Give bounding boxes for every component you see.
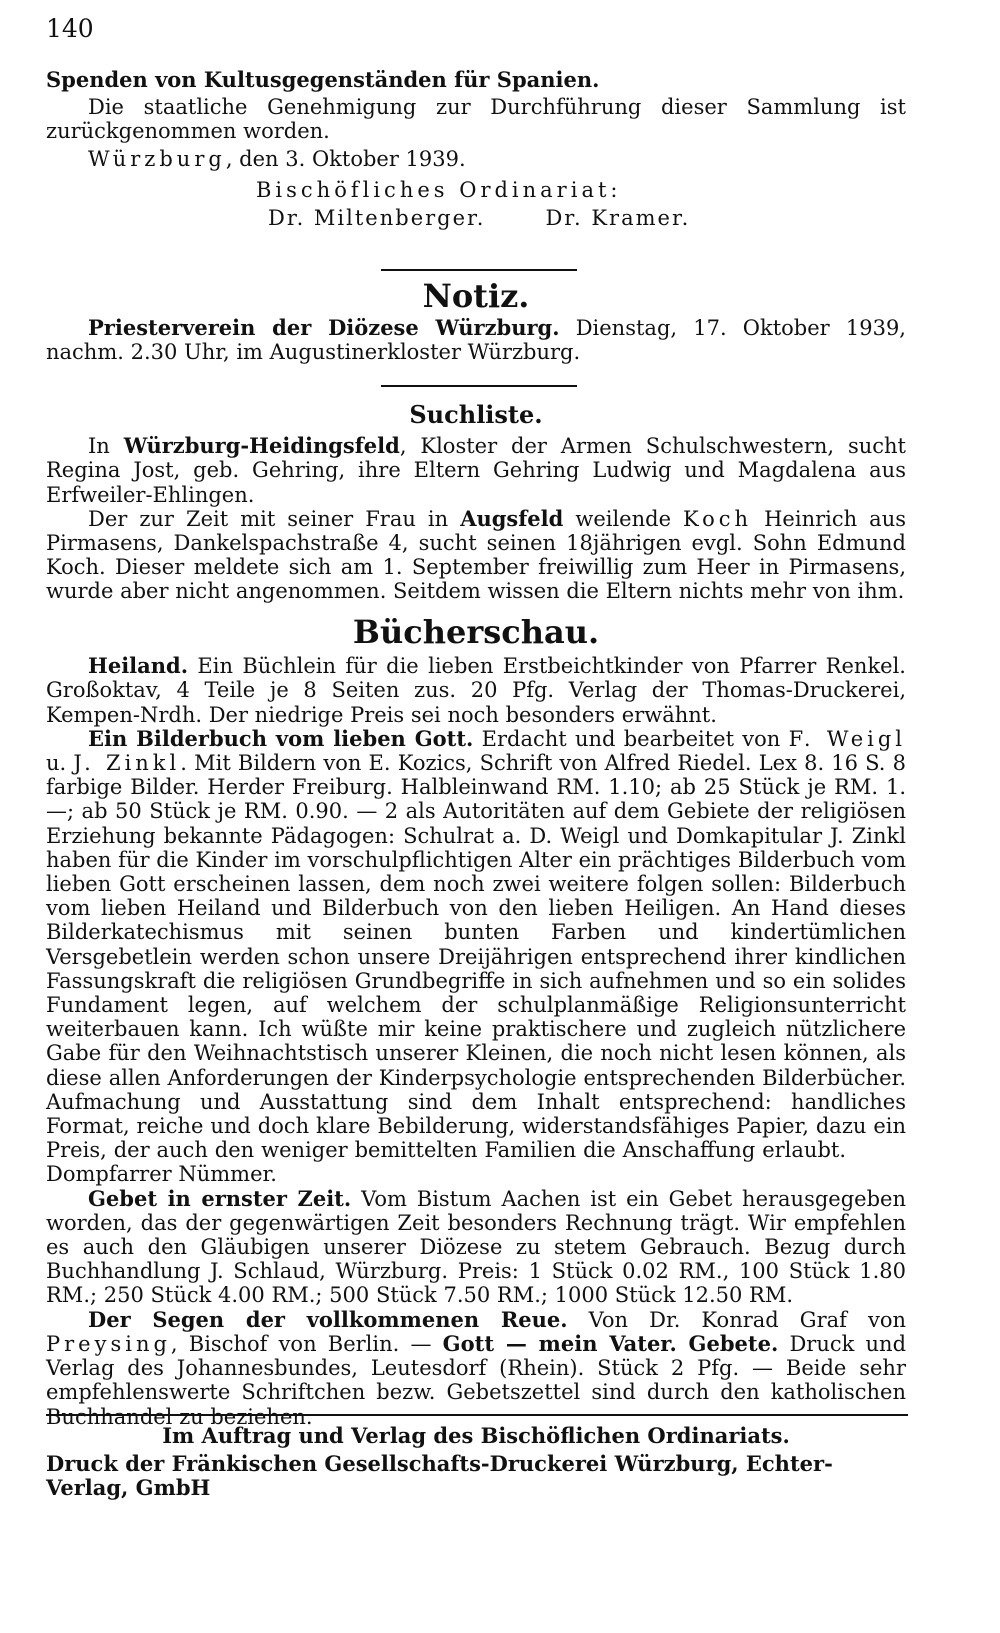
author-name: J. Zinkl [73,751,181,776]
suchliste-heading: Suchliste. [409,400,543,429]
signatures [46,206,906,230]
review-text: , Bischof von Berlin. — [170,1331,443,1356]
place-name: Augsfeld [460,505,564,531]
footer [46,1424,906,1501]
section-spenden [46,68,906,230]
suchliste-entry [46,507,906,604]
signature-kramer: Dr. Kramer. [545,206,691,231]
footer-printer: Druck der Fränkischen Gesellschafts-Druckerei Würzburg, Echter-Verlag, GmbH [46,1451,833,1501]
text-span: Der zur Zeit mit seiner Frau in [88,506,461,531]
notiz-heading: Notiz. [422,277,530,315]
footer-publisher: Im Auftrag und Verlag des Bischöflichen Ordinariats. [162,1423,790,1448]
notiz-lead: Priesterverein der Diözese Würzburg. [88,315,560,341]
notiz-text [46,316,906,364]
footer-rule [46,1414,908,1416]
reviewer-signature: Dompfarrer Nümmer. [46,1162,277,1187]
text-span: , Kloster der Armen Schulschwestern, sucht Regina Jost, geb. Gehring, ihre Eltern Gehring Ludwig und Magdalena aus Erfweiler-Ehlingen. [46,434,906,507]
review-text: Vom Bistum Aachen ist ein Gebet herausgegeben worden, das der gegenwärtigen Zeit besonders Rechnung trägt. Wir empfehlen es auch den Gläubigen unserer Diözese zu stetem Gebrauch. Bezug durch Buchhandlung J. Schlaud, Würzburg. Preis: 1 Stück 0.02 RM., 100 Stück 1.80 RM.; 250 Stück 4.00 RM.; 500 Stück 7.50 RM.; 1000 Stück 12.50 RM. [46,1186,906,1308]
issuing-authority: Bischöfliches Ordinariat: [256,177,622,202]
book-title: Der Segen der vollkommenen Reue. [88,1306,568,1332]
section-notiz [46,277,906,365]
author-name: Preysing [46,1331,171,1356]
dateline-date: , den 3. Oktober 1939. [225,146,466,171]
dateline [46,147,906,171]
book-title: Ein Bilderbuch vom lieben Gott. [88,725,474,751]
author-name: F. Weigl [788,726,907,751]
notiz-body: Dienstag, 17. Oktober 1939, nachm. 2.30 Uhr, im Augustinerkloster Würzburg. [46,316,906,365]
section-spenden-title: Spenden von Kultusgegenständen für Spanien. [46,67,600,92]
text-span: weilende [563,506,684,531]
page-number: 140 [46,14,94,43]
review-text: . Mit Bildern von E. Kozics, Schrift von Alfred Riedel. Lex 8. 16 S. 8 farbige Bilder. Herder Freiburg. Halbleinwand RM. 1.10; ab 25 Stück je RM. 1.—; ab 50 Stück je RM. 0.90. — 2 als Autoritäten auf dem Gebiete der religiösen Erziehung bekannte Pädagogen: Schulrat a. D. Weigl und Domkapitular J. Zinkl haben für die Kinder im vorschulpflichtigen Alter ein prächtiges Bilderbuch vom lieben Gott erscheinen lassen, dem noch zwei weitere folgen sollen: Bilderbuch vom lieben Heiland und Bilderbuch von den lieben Heiligen. An Hand dieses Bilderkatechismus mit seinen bunten Farben und kindertümlichen Versgebetlein werden schon unsere Dreijährigen entsprechend ihrer kindlichen Fassungskraft die religiösen Grundbegriffe in sich aufnehmen und so ein solides Fundament legen, auf welchem der schulplanmäßige Religionsunterricht weiterbauen kann. Ich wüßte mir keine praktischere und zugleich nützlichere Gabe für den Weihnachtstisch unserer Kleinen, die noch nicht lesen können, als diese allen Anforderungen der Kinderpsychologie entsprechenden Bilderbücher. Aufmachung und Ausstattung sind dem Inhalt entsprechend: handliches Format, reiche und doch klare Bebilderung, widerstandsfähiges Papier, dazu ein Preis, der auch den weniger bemittelten Familien die Anschaffung erlaubt. [46,751,906,1163]
section-suchliste [46,400,906,604]
review-entry [46,727,906,1187]
review-text: Druck und Verlag des Johannesbundes, Leutesdorf (Rhein). Stück 2 Pfg. — Beide sehr empfehlenswerte Schriftchen bezw. Gebetszettel sind durch den katholischen Buchhandel zu beziehen. [46,1331,907,1429]
suchliste-entry [46,434,906,507]
book-title: Gott — mein Vater. Gebete. [442,1330,779,1356]
book-title: Heiland. [88,653,189,679]
signature-miltenberger: Dr. Miltenberger. [268,206,486,231]
dateline-place: Würzburg [88,146,226,171]
review-text: Ein Büchlein für die lieben Erstbeichtkinder von Pfarrer Renkel. Großoktav, 4 Teile je 8 Seiten zus. 20 Pfg. Verlag der Thomas-Druckerei, Kempen-Nrdh. Der niedrige Preis sei noch besonders erwähnt. [46,654,906,727]
text-span: In [88,434,124,459]
place-name: Würzburg-Heidingsfeld [123,433,400,459]
text-span: Heinrich aus Pirmasens, Dankelspachstraße 4, sucht seinen 18jährigen evgl. Sohn Edmund Koch. Dieser meldete sich am 1. September freiwillig zum Heer in Pirmasens, wurde aber nicht angenommen. Seitdem wissen die Eltern nichts mehr von ihm. [46,506,906,604]
section-buecherschau [46,613,907,1429]
review-entry [46,654,906,727]
divider-rule [381,269,577,271]
divider-rule [381,385,577,387]
section-spenden-body: Die staatliche Genehmigung zur Durchführung dieser Sammlung ist zurückgenommen worden. [46,95,906,144]
buecherschau-heading: Bücherschau. [352,613,600,651]
person-name: Koch [683,506,753,531]
review-text: Erdacht und bearbeitet von [473,726,789,751]
review-text: u. [46,751,74,776]
review-entry [46,1308,906,1429]
review-entry [46,1187,906,1308]
review-text: Von Dr. Konrad Graf von [567,1307,906,1332]
book-title: Gebet in ernster Zeit. [88,1185,352,1211]
